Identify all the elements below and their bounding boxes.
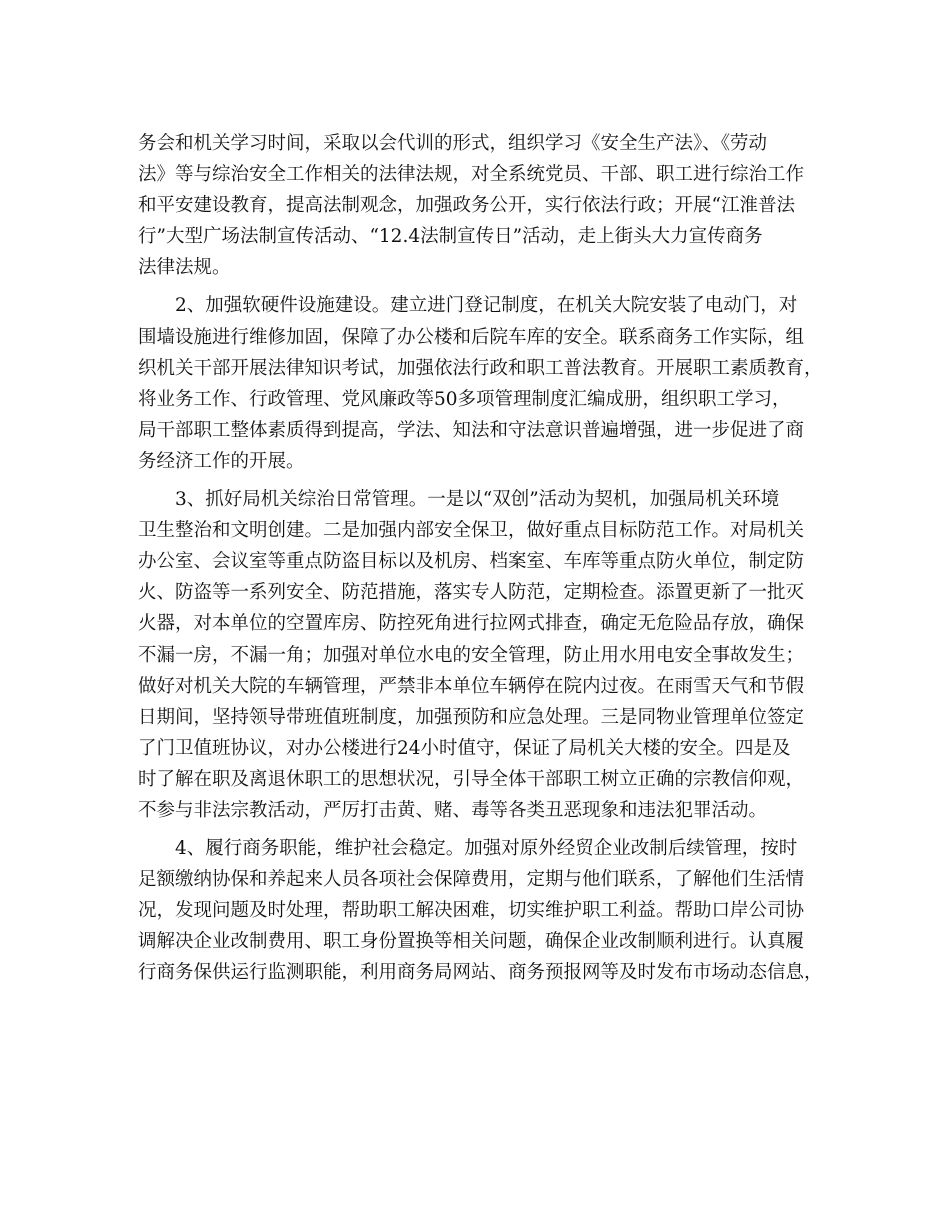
- text-line: 行商务保供运行监测职能，利用商务局网站、商务预报网等及时发布市场动态信息，: [138, 962, 823, 984]
- text-line: 了门卫值班协议，对办公楼进行24小时值守，保证了局机关大楼的安全。四是及: [138, 737, 791, 759]
- text-line: 务会和机关学习时间，采取以会代训的形式，组织学习《安全生产法》、《劳动: [138, 133, 768, 154]
- text-line: 不参与非法宗教活动，严厉打击黄、赌、毒等各类丑恶现象和违法犯罪活动。: [138, 799, 768, 821]
- text-line: 围墙设施进行维修加固，保障了办公楼和后院车库的安全。联系商务工作实际，组: [138, 326, 805, 348]
- text-line: 法》等与综治安全工作相关的法律法规，对全系统党员、干部、职工进行综治工作: [138, 164, 805, 186]
- paragraph-start-line: 3、抓好局机关综治日常管理。一是以“双创”活动为契机，加强局机关环境: [175, 489, 780, 511]
- text-line: 局干部职工整体素质得到提高，学法、知法和守法意识普遍增强，进一步促进了商: [138, 419, 805, 441]
- body-text: [138, 128, 828, 989]
- text-line: 足额缴纳协保和养起来人员各项社会保障费用，定期与他们联系，了解他们生活情: [138, 869, 805, 891]
- text-line: 办公室、会议室等重点防盗目标以及机房、档案室、车库等重点防火单位，制定防: [138, 551, 805, 573]
- text-line: 行”大型广场法制宣传活动、“12.4法制宣传日”活动，走上街头大力宣传商务: [138, 226, 763, 248]
- text-line: 和平安建设教育，提高法制观念，加强政务公开，实行依法行政；开展“江淮普法: [138, 195, 795, 217]
- text-line: 调解决企业改制费用、职工身份置换等相关问题，确保企业改制顺利进行。认真履: [138, 931, 805, 953]
- text-line: 火器，对本单位的空置库房、防控死角进行拉网式排查，确定无危险品存放，确保: [138, 613, 805, 635]
- paragraph-start-line: 4、履行商务职能，维护社会稳定。加强对原外经贸企业改制后续管理，按时: [175, 838, 798, 860]
- text-line: 不漏一房，不漏一角；加强对单位水电的安全管理，防止用水用电安全事故发生；: [138, 644, 805, 666]
- text-line: 时了解在职及离退休职工的思想状况，引导全体干部职工树立正确的宗教信仰观，: [138, 768, 805, 790]
- text-line: 做好对机关大院的车辆管理，严禁非本单位车辆停在院内过夜。在雨雪天气和节假: [138, 675, 805, 697]
- paragraph-start-line: 2、加强软硬件设施建设。建立进门登记制度，在机关大院安装了电动门，对: [175, 295, 798, 317]
- text-line: 卫生整治和文明创建。二是加强内部安全保卫，做好重点目标防范工作。对局机关: [138, 520, 805, 542]
- text-line: 织机关干部开展法律知识考试，加强依法行政和职工普法教育。开展职工素质教育，: [138, 357, 823, 379]
- text-line: 将业务工作、行政管理、党风廉政等50多项管理制度汇编成册，组织职工学习，: [138, 388, 791, 410]
- text-line: 日期间，坚持领导带班值班制度，加强预防和应急处理。三是同物业管理单位签定: [138, 706, 805, 728]
- text-line: 火、防盗等一系列安全、防范措施，落实专人防范，定期检查。添置更新了一批灭: [138, 582, 805, 604]
- text-line: 务经济工作的开展。: [138, 450, 305, 472]
- text-line: 况，发现问题及时处理，帮助职工解决困难，切实维护职工利益。帮助口岸公司协: [138, 900, 805, 922]
- text-line: 法律法规。: [138, 257, 231, 279]
